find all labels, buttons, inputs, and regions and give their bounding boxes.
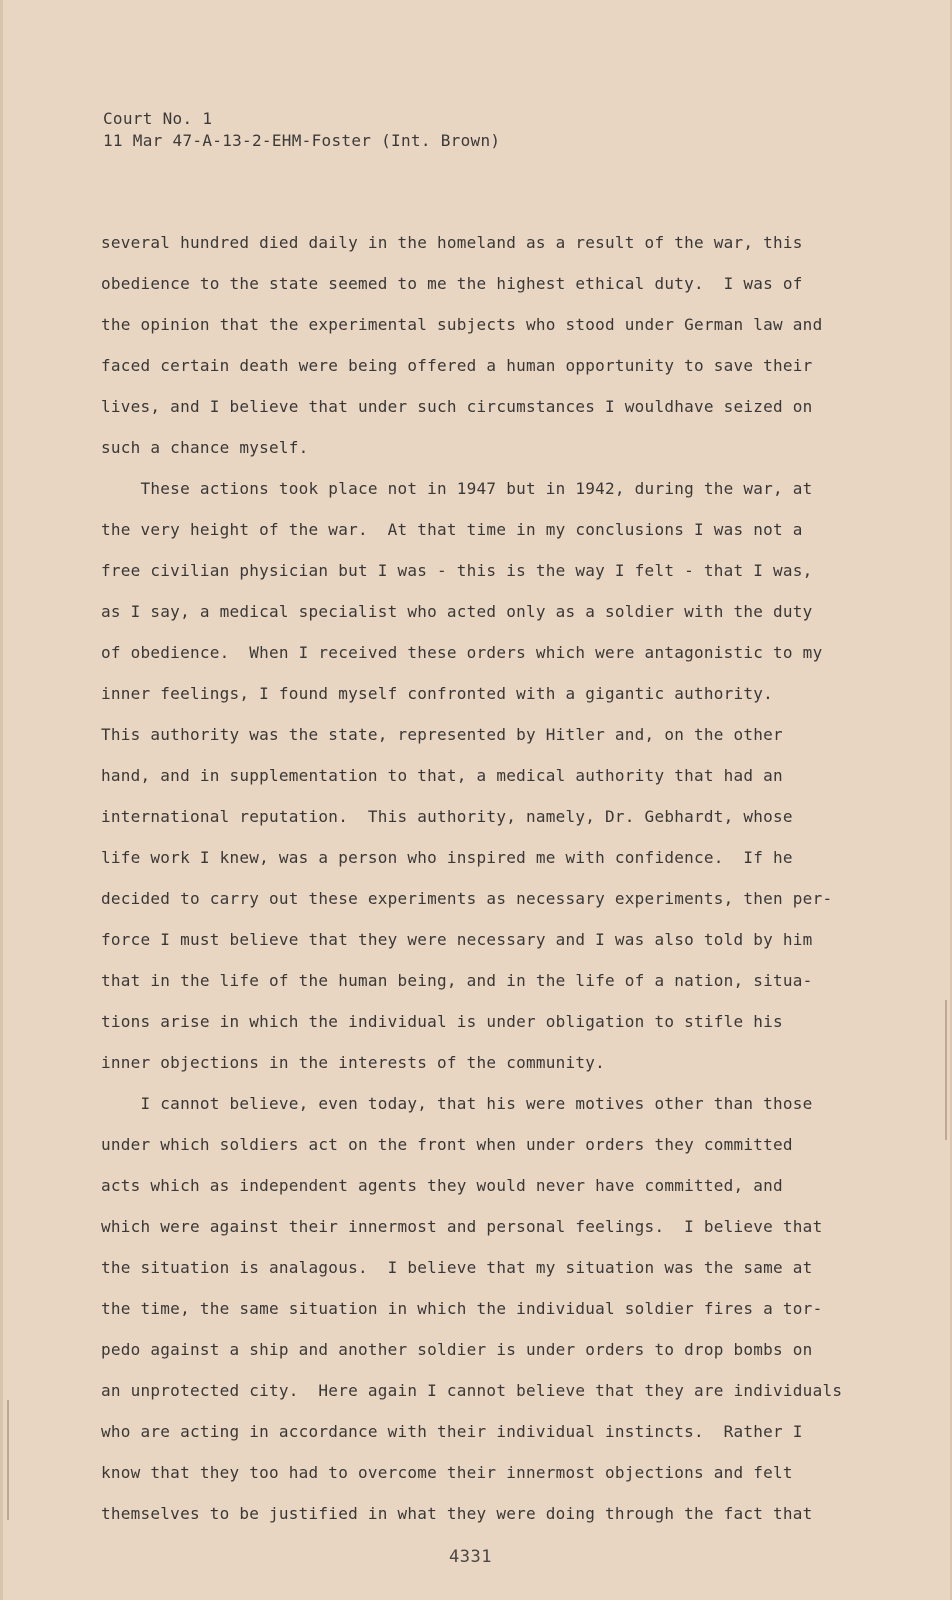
transcript-reference: 11 Mar 47-A-13-2-EHM-Foster (Int. Brown) bbox=[103, 131, 501, 150]
text-line: themselves to be justified in what they were doing through the fact that bbox=[101, 1504, 813, 1523]
page-number: 4331 bbox=[449, 1547, 492, 1567]
text-line: pedo against a ship and another soldier is under orders to drop bombs on bbox=[101, 1340, 813, 1359]
text-line: These actions took place not in 1947 but in 1942, during the war, at bbox=[101, 479, 813, 498]
text-line: free civilian physician but I was - this is the way I felt - that I was, bbox=[101, 561, 813, 580]
text-line: acts which as independent agents they would never have committed, and bbox=[101, 1176, 783, 1195]
text-line: life work I knew, was a person who inspired me with confidence. If he bbox=[101, 848, 793, 867]
text-line: an unprotected city. Here again I cannot believe that they are individuals bbox=[101, 1381, 843, 1400]
text-line: international reputation. This authority, namely, Dr. Gebhardt, whose bbox=[101, 807, 793, 826]
text-line: as I say, a medical specialist who acted only as a soldier with the duty bbox=[101, 602, 813, 621]
right-edge-mark bbox=[945, 1000, 947, 1140]
text-line: under which soldiers act on the front when under orders they committed bbox=[101, 1135, 793, 1154]
text-line: inner feelings, I found myself confronted with a gigantic authority. bbox=[101, 684, 774, 703]
text-line: faced certain death were being offered a human opportunity to save their bbox=[101, 356, 813, 375]
left-edge-mark bbox=[7, 1400, 9, 1520]
document-header bbox=[103, 108, 500, 152]
text-line: the time, the same situation in which the individual soldier fires a tor- bbox=[101, 1299, 823, 1318]
text-line: of obedience. When I received these orders which were antagonistic to my bbox=[101, 643, 823, 662]
text-line: hand, and in supplementation to that, a medical authority that had an bbox=[101, 766, 783, 785]
text-line: several hundred died daily in the homeland as a result of the war, this bbox=[101, 233, 803, 252]
text-line: which were against their innermost and personal feelings. I believe that bbox=[101, 1217, 823, 1236]
text-line: know that they too had to overcome their innermost objections and felt bbox=[101, 1463, 793, 1482]
text-line: I cannot believe, even today, that his were motives other than those bbox=[101, 1094, 813, 1113]
text-line: the situation is analagous. I believe that my situation was the same at bbox=[101, 1258, 813, 1277]
text-line: obedience to the state seemed to me the highest ethical duty. I was of bbox=[101, 274, 803, 293]
text-line: tions arise in which the individual is under obligation to stifle his bbox=[101, 1012, 783, 1031]
text-line: who are acting in accordance with their individual instincts. Rather I bbox=[101, 1422, 803, 1441]
text-line: force I must believe that they were necessary and I was also told by him bbox=[101, 930, 813, 949]
text-line: the very height of the war. At that time in my conclusions I was not a bbox=[101, 520, 803, 539]
transcript-body bbox=[101, 228, 861, 1540]
text-line: decided to carry out these experiments as necessary experiments, then per- bbox=[101, 889, 833, 908]
text-line: inner objections in the interests of the community. bbox=[101, 1053, 606, 1072]
text-line: such a chance myself. bbox=[101, 438, 309, 457]
text-line: lives, and I believe that under such circumstances I wouldhave seized on bbox=[101, 397, 813, 416]
text-line: that in the life of the human being, and in the life of a nation, situa- bbox=[101, 971, 813, 990]
text-line: the opinion that the experimental subjects who stood under German law and bbox=[101, 315, 823, 334]
text-line: This authority was the state, represented by Hitler and, on the other bbox=[101, 725, 783, 744]
court-number: Court No. 1 bbox=[103, 109, 213, 128]
